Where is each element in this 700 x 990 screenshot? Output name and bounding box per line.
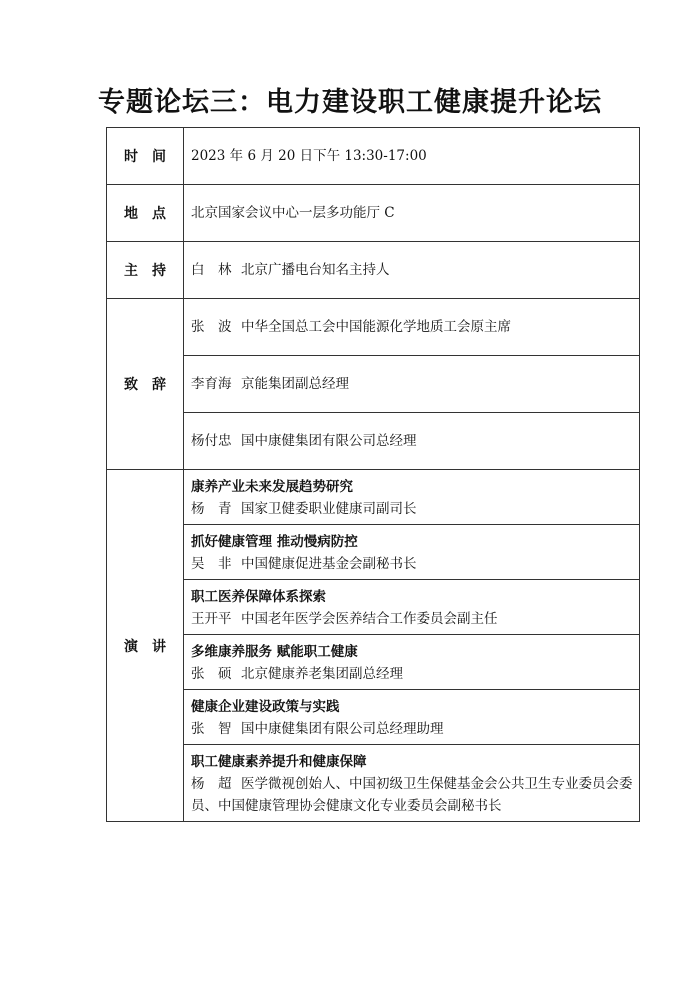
host-label: 主 持 (107, 242, 184, 299)
talk-topic: 多维康养服务 赋能职工健康 (191, 644, 358, 660)
talk-topic: 职工医养保障体系探索 (191, 589, 326, 605)
talk-item (184, 745, 640, 822)
agenda-table (106, 127, 640, 822)
talk-topic: 职工健康素养提升和健康保障 (191, 754, 367, 770)
speech-row (107, 413, 640, 470)
speaker-name: 李育海 (191, 376, 232, 392)
speaker-desc: 中国健康促进基金会副秘书长 (241, 556, 417, 572)
speaker-desc: 中国老年医学会医养结合工作委员会副主任 (241, 611, 498, 627)
speaker-desc: 国中康健集团有限公司总经理助理 (241, 721, 444, 737)
speech-row (107, 299, 640, 356)
speaker-name: 张 智 (191, 721, 232, 737)
speaker-name: 张 硕 (191, 666, 232, 682)
talk-speaker (191, 608, 639, 630)
speaker-desc: 国家卫健委职业健康司副司长 (241, 501, 417, 517)
speaker-name: 吴 非 (191, 556, 232, 572)
time-value: 2023 年 6 月 20 日下午 13:30-17:00 (184, 128, 640, 185)
host-value (184, 242, 640, 299)
place-label: 地 点 (107, 185, 184, 242)
talks-label: 演 讲 (107, 470, 184, 822)
speaker-desc: 医学微视创始人、中国初级卫生保健基金会公共卫生专业委员会委员、中国健康管理协会健康文化专业委员会副秘书长 (191, 776, 633, 814)
talk-topic: 健康企业建设政策与实践 (191, 699, 340, 715)
speech-item (184, 356, 640, 413)
talk-item (184, 635, 640, 690)
talk-item (184, 470, 640, 525)
row-place (107, 185, 640, 242)
speaker-name: 王开平 (191, 611, 232, 627)
talk-row (107, 745, 640, 822)
talk-topic: 抓好健康管理 推动慢病防控 (191, 534, 358, 550)
speaker-desc: 京能集团副总经理 (241, 376, 349, 392)
talk-item (184, 690, 640, 745)
talk-item (184, 525, 640, 580)
talk-topic: 康养产业未来发展趋势研究 (191, 479, 353, 495)
speaker-desc: 国中康健集团有限公司总经理 (241, 433, 417, 449)
row-time (107, 128, 640, 185)
speech-item (184, 413, 640, 470)
speech-item (184, 299, 640, 356)
talk-speaker (191, 498, 639, 520)
speaker-name: 张 波 (191, 319, 232, 335)
row-host (107, 242, 640, 299)
talk-speaker (191, 663, 639, 685)
host-desc: 北京广播电台知名主持人 (241, 262, 390, 278)
speaker-name: 杨付忠 (191, 433, 232, 449)
talk-row (107, 635, 640, 690)
talk-row (107, 525, 640, 580)
host-name: 白 林 (191, 262, 232, 278)
speeches-label: 致 辞 (107, 299, 184, 470)
talk-row (107, 470, 640, 525)
speaker-name: 杨 超 (191, 776, 232, 792)
speaker-desc: 中华全国总工会中国能源化学地质工会原主席 (241, 319, 511, 335)
speaker-name: 杨 青 (191, 501, 232, 517)
talk-row (107, 580, 640, 635)
place-value: 北京国家会议中心一层多功能厅 C (184, 185, 640, 242)
speech-row (107, 356, 640, 413)
talk-item (184, 580, 640, 635)
time-label: 时 间 (107, 128, 184, 185)
talk-speaker (191, 773, 639, 817)
talk-row (107, 690, 640, 745)
talk-speaker (191, 718, 639, 740)
page-title: 专题论坛三：电力建设职工健康提升论坛 (98, 87, 602, 118)
speaker-desc: 北京健康养老集团副总经理 (241, 666, 403, 682)
talk-speaker (191, 553, 639, 575)
